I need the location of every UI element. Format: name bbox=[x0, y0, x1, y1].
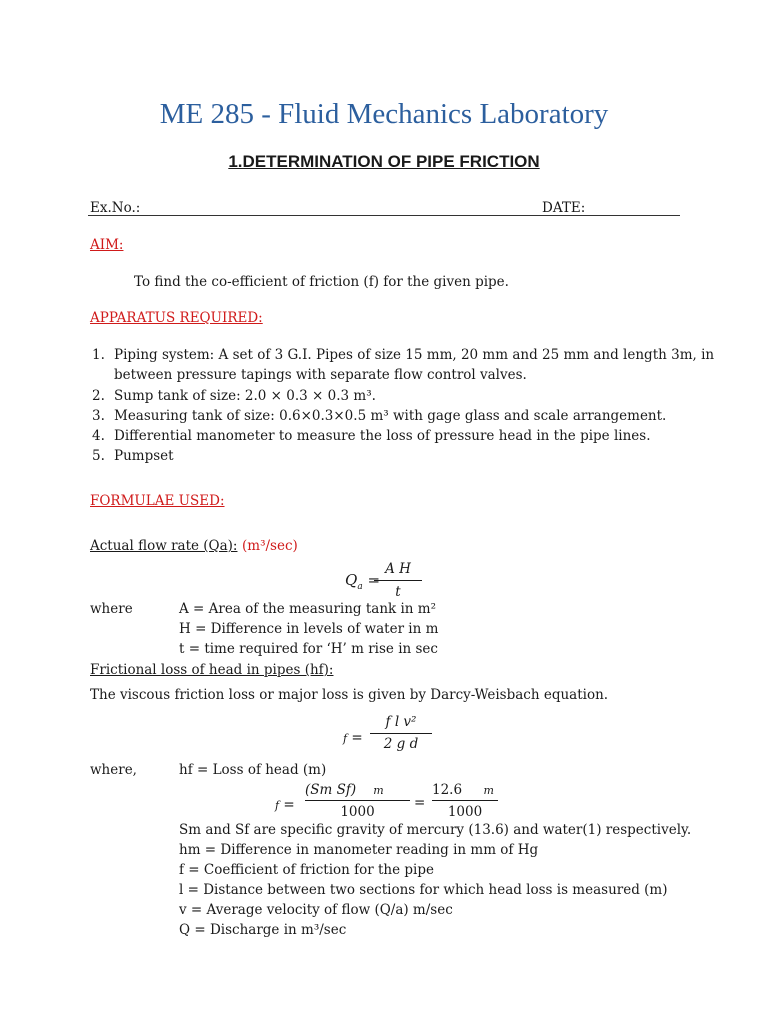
darcy-numerator: f l v² bbox=[385, 714, 417, 730]
apparatus-item-1-line1: Piping system: A set of 3 G.I. Pipes of size 15 mm, 20 mm and 25 mm and length 3m, in bbox=[114, 347, 715, 363]
qa-lhs: $Q_a$ = bbox=[345, 571, 381, 592]
def-l: l = Distance between two sections for which head loss is measured (m) bbox=[179, 882, 668, 898]
hf-denominator-1: 1000 bbox=[340, 804, 375, 820]
apparatus-item-4: Differential manometer to measure the loss of pressure head in the pipe lines. bbox=[114, 428, 651, 444]
darcy-text: The viscous friction loss or major loss is given by Darcy-Weisbach equation. bbox=[90, 687, 609, 703]
apparatus-num-5: 5. bbox=[92, 448, 105, 464]
apparatus-item-1-line2: between pressure tapings with separate flow control valves. bbox=[114, 367, 527, 383]
where2-label: where, bbox=[90, 762, 137, 778]
darcy-fraction-bar bbox=[370, 733, 432, 734]
hf-numerator-1: (Sm Sf) m bbox=[305, 782, 384, 798]
where-item-h: H = Difference in levels of water in m bbox=[179, 621, 439, 637]
apparatus-item-5: Pumpset bbox=[114, 448, 174, 464]
qa-numerator: A H bbox=[385, 561, 411, 577]
def-q: Q = Discharge in m³/sec bbox=[179, 922, 347, 938]
def-specific-gravity: Sm and Sf are specific gravity of mercury (13.6) and water(1) respectively. bbox=[179, 822, 692, 838]
experiment-title: 1.DETERMINATION OF PIPE FRICTION bbox=[228, 152, 540, 171]
aim-text: To find the co-efficient of friction (f) for the given pipe. bbox=[134, 274, 509, 290]
qa-fraction-bar bbox=[374, 580, 422, 581]
apparatus-item-3: Measuring tank of size: 0.6×0.3×0.5 m³ with gage glass and scale arrangement. bbox=[114, 408, 667, 424]
where-item-a: A = Area of the measuring tank in m² bbox=[179, 601, 437, 617]
hf-definition: hf = Loss of head (m) bbox=[179, 762, 327, 778]
apparatus-item-2: Sump tank of size: 2.0 × 0.3 × 0.3 m³. bbox=[114, 388, 376, 404]
def-v: v = Average velocity of flow (Q/a) m/sec bbox=[179, 902, 453, 918]
hf-fraction-bar-2 bbox=[432, 800, 498, 801]
formulae-heading: FORMULAE USED: bbox=[90, 493, 225, 509]
apparatus-num-1: 1. bbox=[92, 347, 105, 363]
hf-numerator-2: 12.6 m bbox=[432, 782, 494, 798]
actual-flow-label: Actual flow rate (Qa): bbox=[90, 538, 238, 554]
def-f: f = Coefficient of friction for the pipe bbox=[179, 862, 434, 878]
date-label: DATE: bbox=[542, 200, 586, 216]
apparatus-num-3: 3. bbox=[92, 408, 105, 424]
frictional-loss-label: Frictional loss of head in pipes (hf): bbox=[90, 662, 334, 678]
header-rule bbox=[88, 215, 680, 216]
actual-flow-unit: (m³/sec) bbox=[242, 538, 298, 554]
aim-heading: AIM: bbox=[90, 237, 124, 253]
darcy-lhs: f = bbox=[343, 730, 363, 746]
darcy-denominator: 2 g d bbox=[383, 736, 419, 752]
apparatus-num-2: 2. bbox=[92, 388, 105, 404]
def-hm: hm = Difference in manometer reading in mm of Hg bbox=[179, 842, 539, 858]
apparatus-num-4: 4. bbox=[92, 428, 105, 444]
qa-denominator: t bbox=[395, 584, 401, 600]
hf-fraction-bar-1 bbox=[305, 800, 410, 801]
where-label: where bbox=[90, 601, 133, 617]
apparatus-heading: APPARATUS REQUIRED: bbox=[90, 310, 263, 326]
exno-label: Ex.No.: bbox=[90, 200, 141, 216]
where-item-t: t = time required for ‘H’ m rise in sec bbox=[179, 641, 438, 657]
hf-denominator-2: 1000 bbox=[447, 804, 483, 820]
hf-equals: = bbox=[414, 795, 426, 811]
hf-lhs: f = bbox=[275, 797, 295, 813]
course-title: ME 285 - Fluid Mechanics Laboratory bbox=[159, 98, 609, 130]
